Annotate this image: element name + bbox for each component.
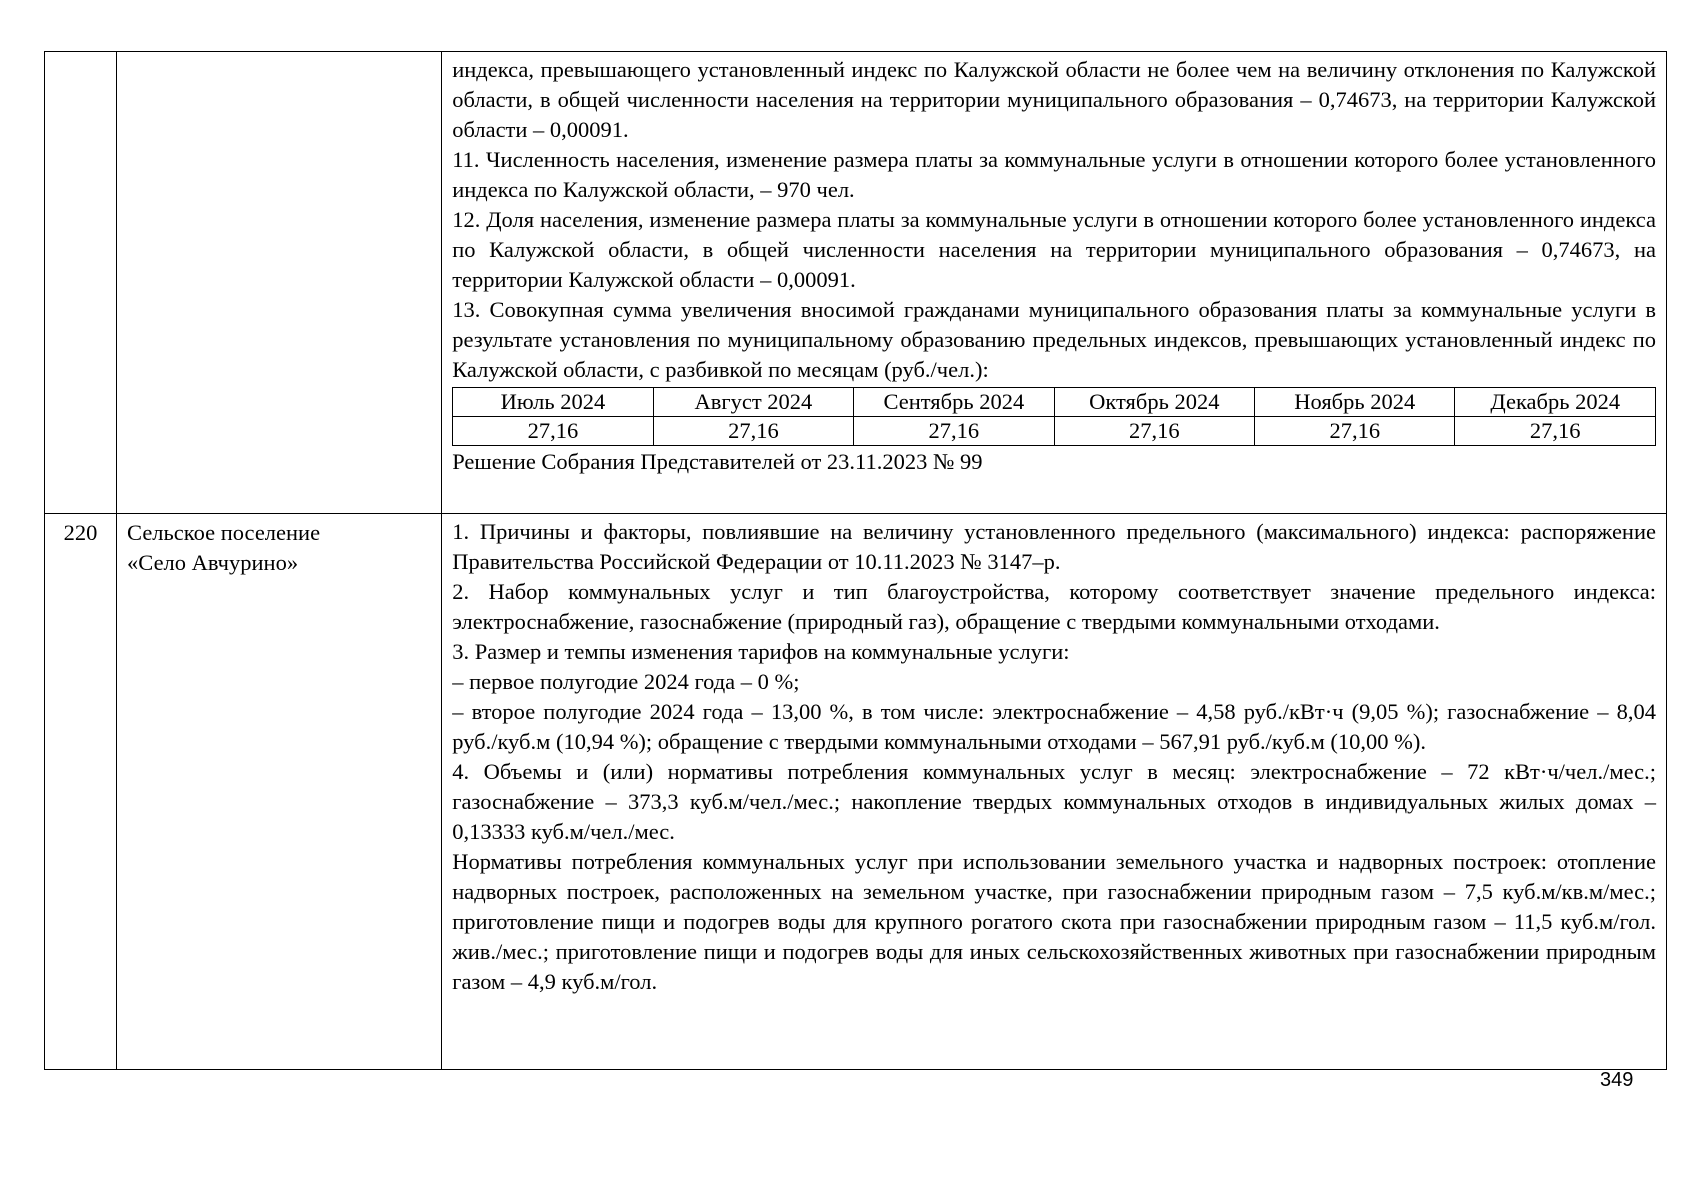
paragraph: 13. Совокупная сумма увеличения вносимой гражданами муниципального образования платы за коммунальные услуги в результате установления по муниципальному образованию предельных индексов, превышающих установленный индекс по Калужской области, с разбивкой по месяцам (руб./чел.): xyxy=(452,297,1656,382)
month-header-august: Август 2024 xyxy=(653,388,853,417)
months-values-row xyxy=(453,417,1656,446)
month-value-december: 27,16 xyxy=(1455,417,1656,446)
table-row-220 xyxy=(45,514,1667,1070)
row-number-cell: 220 xyxy=(45,514,117,1070)
row-description-cell xyxy=(442,514,1667,1070)
month-value-november: 27,16 xyxy=(1255,417,1455,446)
month-value-august: 27,16 xyxy=(653,417,853,446)
document-table xyxy=(44,51,1667,1070)
settlement-type: Сельское поселение xyxy=(127,520,321,545)
paragraph: индекса, превышающего установленный индекс по Калужской области не более чем на величину отклонения по Калужской области, в общей численности населения на территории муниципального образования – 0,74673, на территории Калужской области – 0,00091. xyxy=(452,57,1656,142)
month-value-july: 27,16 xyxy=(453,417,653,446)
row-name-cell xyxy=(117,52,442,514)
paragraph: Нормативы потребления коммунальных услуг при использовании земельного участка и надворных построек: отопление надворных построек, расположенных на земельном участке, при газоснабжении природным газом – 7,5 куб.м/кв.м/мес.; приготовление пищи и подогрев воды для крупного рогатого скота при газоснабжении природным газом – 11,5 куб.м/гол. жив./мес.; приготовление пищи и подогрев воды для иных сельскохозяйственных животных при газоснабжении природным газом – 4,9 куб.м/гол. xyxy=(452,849,1656,994)
paragraph: 4. Объемы и (или) нормативы потребления коммунальных услуг в месяц: электроснабжение – 72 кВт·ч/чел./мес.; газоснабжение – 373,3 куб.м/чел./мес.; накопление твердых коммунальных отходов в индивидуальных жилых домах – 0,13333 куб.м/чел./мес. xyxy=(452,759,1656,844)
page-number: 349 xyxy=(1600,1069,1634,1091)
table-row-continuation xyxy=(45,52,1667,514)
row-description-cell xyxy=(442,52,1667,514)
settlement-name: «Село Авчурино» xyxy=(127,550,299,575)
paragraph: 2. Набор коммунальных услуг и тип благоустройства, которому соответствует значение предельного индекса: электроснабжение, газоснабжение (природный газ), обращение с твердыми коммунальными отходами. xyxy=(452,579,1656,634)
months-header-row xyxy=(453,388,1656,417)
month-header-november: Ноябрь 2024 xyxy=(1255,388,1455,417)
month-header-july: Июль 2024 xyxy=(453,388,653,417)
month-header-december: Декабрь 2024 xyxy=(1455,388,1656,417)
decision-text: Решение Собрания Представителей от 23.11.2023 № 99 xyxy=(452,449,983,474)
paragraph: 3. Размер и темпы изменения тарифов на коммунальные услуги: xyxy=(452,639,1070,664)
paragraph: – второе полугодие 2024 года – 13,00 %, в том числе: электроснабжение – 4,58 руб./кВт·ч (9,05 %); газоснабжение – 8,04 руб./куб.м (10,94 %); обращение с твердыми коммунальными отходами – 567,91 руб./куб.м (10,00 %). xyxy=(452,699,1656,754)
paragraph: 11. Численность населения, изменение размера платы за коммунальные услуги в отношении которого более установленного индекса по Калужской области, – 970 чел. xyxy=(452,147,1656,202)
row-name-cell xyxy=(117,514,442,1070)
month-header-october: Октябрь 2024 xyxy=(1054,388,1254,417)
monthly-amounts-table xyxy=(452,387,1656,446)
paragraph: 1. Причины и факторы, повлиявшие на величину установленного предельного (максимального) индекса: распоряжение Правительства Российской Федерации от 10.11.2023 № 3147–р. xyxy=(452,519,1656,574)
paragraph: 12. Доля населения, изменение размера платы за коммунальные услуги в отношении которого более установленного индекса по Калужской области, в общей численности населения на территории муниципального образования – 0,74673, на территории Калужской области – 0,00091. xyxy=(452,207,1656,292)
month-value-september: 27,16 xyxy=(854,417,1054,446)
paragraph: – первое полугодие 2024 года – 0 %; xyxy=(452,669,800,694)
month-header-september: Сентябрь 2024 xyxy=(854,388,1054,417)
month-value-october: 27,16 xyxy=(1054,417,1254,446)
row-number-cell xyxy=(45,52,117,514)
